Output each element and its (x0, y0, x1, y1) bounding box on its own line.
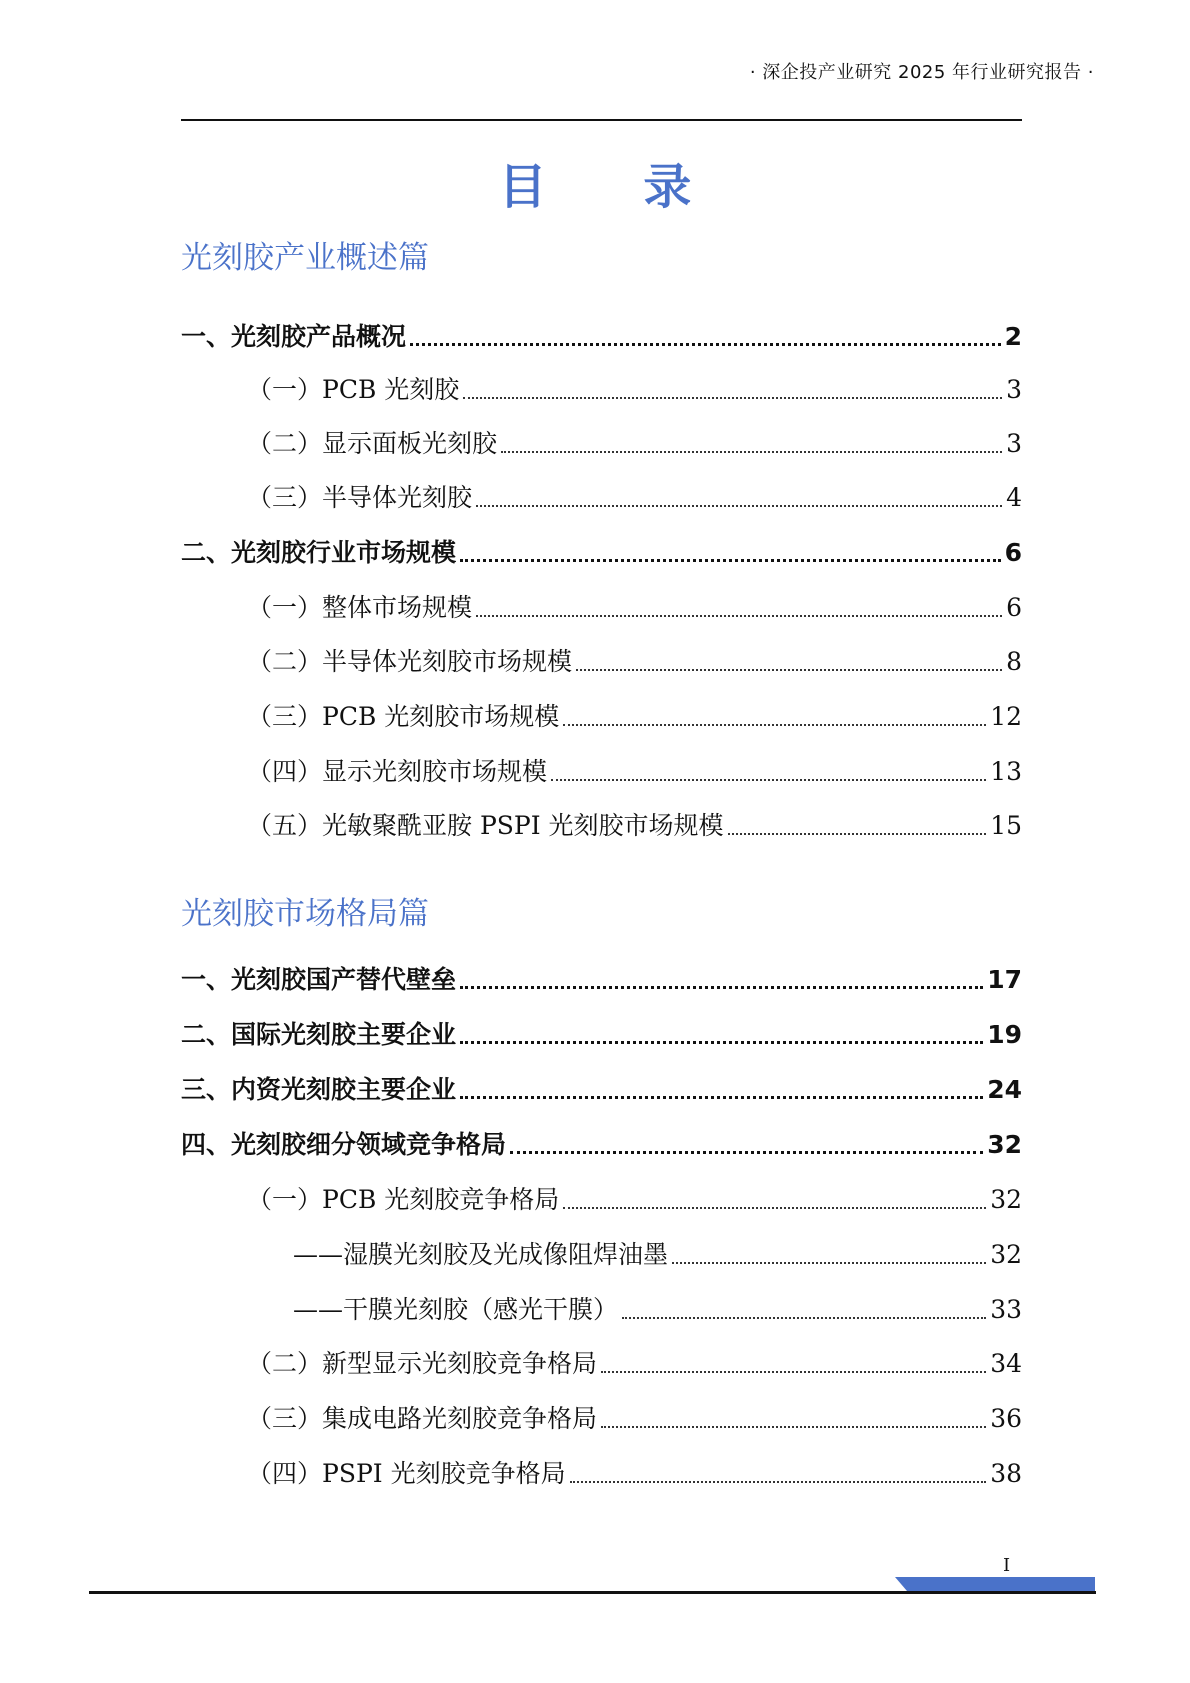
page-title: 目 录 (498, 159, 732, 215)
toc-entry[interactable] (247, 755, 1022, 789)
toc-entry-label: （五）光敏聚酰亚胺 PSPI 光刻胶市场规模 (247, 811, 724, 840)
dot-leader (476, 504, 1002, 507)
toc-entry[interactable] (181, 963, 1022, 997)
toc-entry-label: 一、光刻胶产品概况 (181, 322, 407, 351)
dot-leader (410, 342, 1001, 346)
page-number: I (1003, 1555, 1011, 1576)
toc-entry-page: 15 (990, 811, 1022, 840)
toc-entry[interactable] (181, 1128, 1022, 1162)
toc-entry-page: 12 (990, 702, 1022, 731)
toc-entry-page: 3 (1006, 375, 1022, 404)
dot-leader (576, 668, 1002, 671)
toc-entry-label: （二）半导体光刻胶市场规模 (247, 647, 573, 676)
toc-entry-label: ——干膜光刻胶（感光干膜） (293, 1295, 619, 1324)
toc-entry[interactable] (247, 481, 1022, 515)
toc-entry-page: 3 (1006, 429, 1022, 458)
toc-entry[interactable] (247, 373, 1022, 407)
toc-entry-page: 4 (1006, 483, 1022, 512)
dot-leader (563, 1206, 986, 1209)
toc-entry-label: （三）PCB 光刻胶市场规模 (247, 702, 560, 731)
toc-entry[interactable] (247, 645, 1022, 679)
toc-entry-page: 2 (1004, 322, 1022, 351)
toc-entry-label: ——湿膜光刻胶及光成像阻焊油墨 (293, 1240, 669, 1269)
toc-entry-label: 一、光刻胶国产替代壁垒 (181, 965, 457, 994)
dot-leader (563, 723, 986, 726)
dot-leader (501, 450, 1002, 453)
toc-entry-page: 34 (990, 1349, 1022, 1378)
section-heading-market: 光刻胶市场格局篇 (181, 896, 429, 932)
toc-entry-page: 13 (990, 757, 1022, 786)
dot-leader (601, 1370, 986, 1373)
toc-entry-label: （四）PSPI 光刻胶竞争格局 (247, 1459, 566, 1488)
report-header: · 深企投产业研究 2025 年行业研究报告 · (749, 62, 1094, 83)
toc-entry-page: 17 (987, 965, 1022, 994)
toc-entry[interactable] (293, 1238, 1022, 1272)
footer-accent-bar (895, 1577, 1095, 1591)
dot-leader (476, 614, 1002, 617)
dot-leader (463, 396, 1002, 399)
toc-entry-label: 四、光刻胶细分领域竞争格局 (181, 1130, 507, 1159)
header-divider (181, 119, 1022, 121)
toc-entry-label: （一）PCB 光刻胶竞争格局 (247, 1185, 560, 1214)
dot-leader (728, 832, 987, 835)
toc-entry[interactable] (181, 1073, 1022, 1107)
toc-entry-label: （三）集成电路光刻胶竞争格局 (247, 1404, 598, 1433)
toc-entry[interactable] (247, 809, 1022, 843)
toc-entry[interactable] (181, 1018, 1022, 1052)
toc-entry-label: （一）PCB 光刻胶 (247, 375, 460, 404)
dot-leader (460, 558, 1001, 562)
toc-entry-page: 8 (1006, 647, 1022, 676)
dot-leader (672, 1261, 986, 1264)
dot-leader (551, 778, 986, 781)
toc-entry-page: 33 (990, 1295, 1022, 1324)
toc-entry[interactable] (247, 427, 1022, 461)
toc-entry-label: 二、光刻胶行业市场规模 (181, 538, 457, 567)
dot-leader (460, 1040, 983, 1044)
dot-leader (622, 1316, 986, 1319)
dot-leader (510, 1150, 983, 1154)
toc-entry-page: 19 (987, 1020, 1022, 1049)
toc-entry[interactable] (293, 1293, 1022, 1327)
toc-entry[interactable] (247, 1183, 1022, 1217)
dot-leader (460, 1095, 983, 1099)
toc-entry-label: （二）显示面板光刻胶 (247, 429, 498, 458)
toc-entry-label: （二）新型显示光刻胶竞争格局 (247, 1349, 598, 1378)
dot-leader (460, 985, 983, 989)
toc-entry-page: 32 (987, 1130, 1022, 1159)
dot-leader (570, 1480, 987, 1483)
toc-entry[interactable] (181, 536, 1022, 570)
toc-entry-label: （四）显示光刻胶市场规模 (247, 757, 548, 786)
toc-entry-label: （三）半导体光刻胶 (247, 483, 473, 512)
section-heading-overview: 光刻胶产业概述篇 (181, 240, 429, 276)
toc-entry-label: （一）整体市场规模 (247, 593, 473, 622)
toc-entry-page: 36 (990, 1404, 1022, 1433)
toc-entry[interactable] (247, 1457, 1022, 1491)
toc-entry[interactable] (181, 320, 1022, 354)
toc-entry-page: 6 (1004, 538, 1022, 567)
footer-divider (89, 1591, 1096, 1594)
toc-entry[interactable] (247, 700, 1022, 734)
toc-entry-page: 24 (987, 1075, 1022, 1104)
toc-entry[interactable] (247, 591, 1022, 625)
dot-leader (601, 1425, 986, 1428)
toc-entry[interactable] (247, 1402, 1022, 1436)
toc-entry-page: 38 (990, 1459, 1022, 1488)
toc-entry-label: 三、内资光刻胶主要企业 (181, 1075, 457, 1104)
toc-entry-page: 32 (990, 1240, 1022, 1269)
toc-entry-label: 二、国际光刻胶主要企业 (181, 1020, 457, 1049)
toc-entry[interactable] (247, 1347, 1022, 1381)
toc-entry-page: 6 (1006, 593, 1022, 622)
toc-entry-page: 32 (990, 1185, 1022, 1214)
